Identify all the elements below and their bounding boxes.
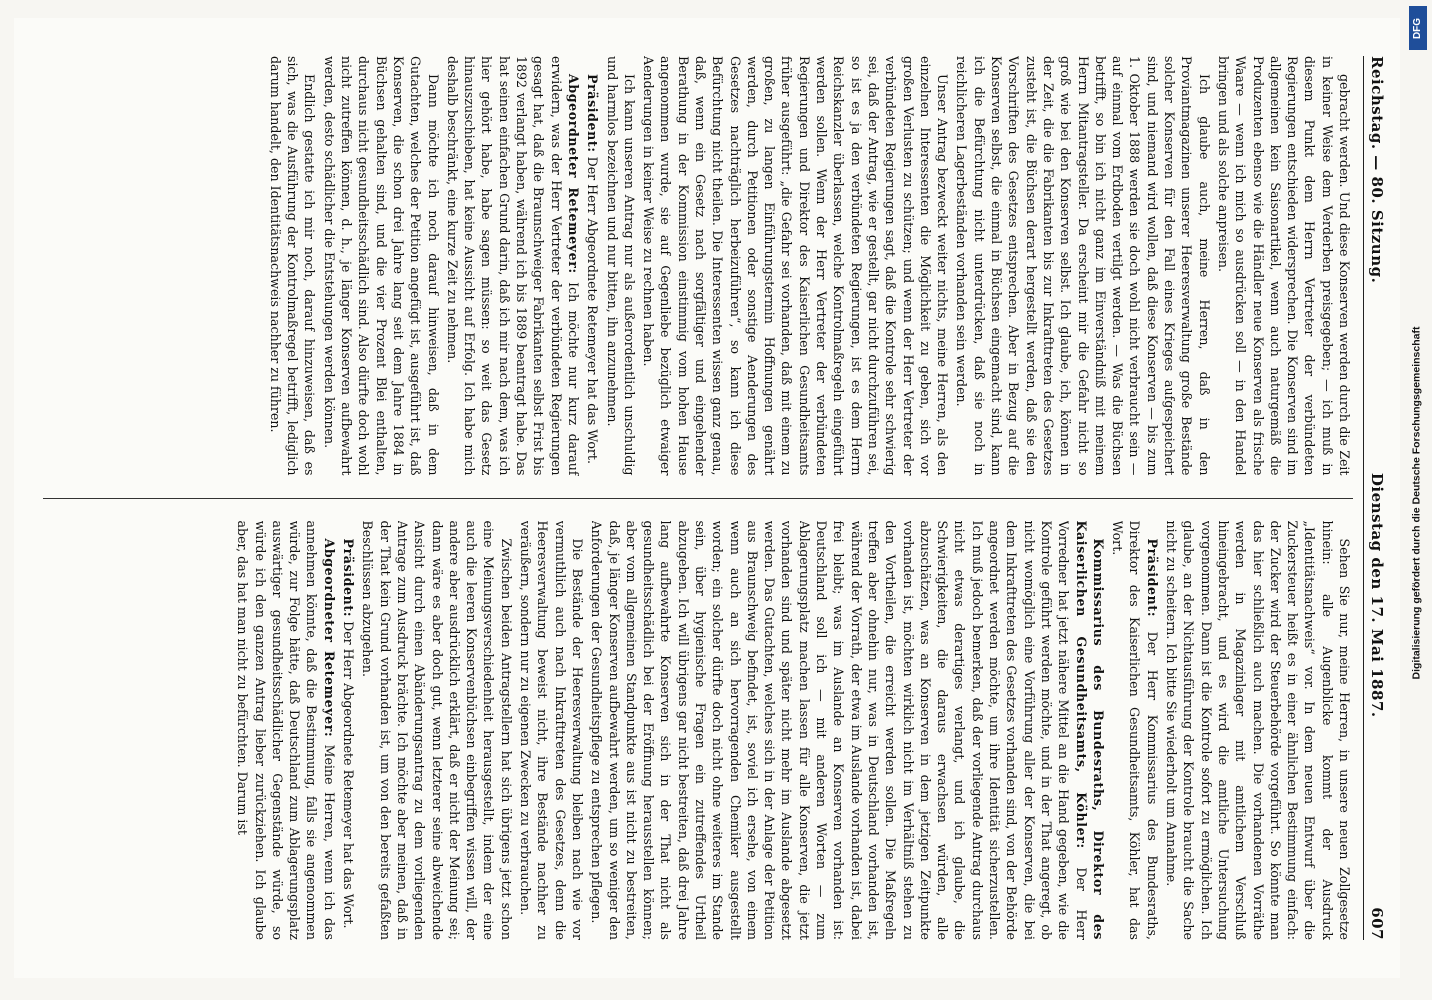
speaker-name: Kommissarius des Bundesraths, Direktor des Kaiserlichen Gesundheitsamts, Köhler:	[1073, 520, 1106, 940]
speaker-paragraph	[444, 56, 582, 476]
speaker-paragraph	[1109, 521, 1161, 941]
paragraph: Dann möchte ich noch darauf hinweisen, daß in dem Gutachten, welches der Petition angefügt ist, ausgeführt ist, daß Konserven, die schon drei Jahre lang seit dem Jahre 1884 in Büchsen gehalten sind, und die vier Prozent Blei enthalten, durchaus nicht gesundheitsschädlich sind. Also dürfte doch wohl nicht zutreffen können, d. h., je länger Konserven aufbewahrt werden, desto schädlicher die Entstehungen werden können.	[321, 56, 441, 476]
speech-text: Der Herr Kommissarius des Bundesraths, Direktor des Kaiserlichen Gesundheitsamts, Köhler, hat das Wort.	[1110, 520, 1160, 940]
speech-text: Meine Herren, wenn ich das annehmen könnte, daß die Bestimmung, falls sie angenommen würde, zur Folge hätte, daß Deutschland zum Ablagerungsplatz auswärtiger gesundheitsschädlicher Gegenstände würde, so würde ich den ganzen Antrag lieber zurückziehen. Ich glaube aber, das hat man nicht zu befürchten. Darum ist	[235, 520, 337, 940]
paragraph: Sehen Sie nur, meine Herren, in unsere neuen Zollgesetze hinein: alle Augenblicke kommt der Ausdruck „Identitätsnachweis“ vor. In dem neuen Entwurf über die Zuckersteuer heißt es in einer ähnlichen Bestimmung einfach: der Zucker wird der Steuerbehörde vorgeführt. So könnte man das hier schließlich auch machen. Die vorhandenen Vorräthe werden in Magazinlager mit amtlichem Verschluß hineingebracht, und es wird die amtliche Untersuchung vorgenommen. Dann ist die Kontrole sofort zu ermöglichen. Ich glaube, an der Nichtausführung der Kontrole braucht die Sache nicht zu scheitern. Ich bitte Sie wiederholt um Annahme.	[1164, 520, 1352, 940]
speech-text: Ich möchte nur kurz darauf erwidern, was der Herr Vertreter der verbündeten Regierungen gesagt hat, daß die Braunschweiger Fabrikanten selbst Frist bis 1892 verlangt haben, während ich bis 1889 beantragt habe. Das hat seinen einfachen Grund darin, daß ich mir nach dem, was ich hier gehört habe, habe sagen müssen: so weit das Gesetz hinauszuschieben, hat keine Aussicht auf Erfolg. Ich habe mich deshalb beschränkt, eine kurze Zeit zu nehmen.	[444, 56, 581, 476]
speaker-name: Präsident:	[341, 538, 357, 618]
right-column	[43, 521, 1353, 941]
column-divider	[43, 498, 1353, 499]
speaker-name: Abgeordneter Retemeyer:	[565, 74, 581, 274]
paragraph: gebracht werden. Und diese Konserven werden durch die Zeit in keiner Weise dem Verderben preisgegeben; — ich muß in diesem Punkt dem Herrn Vertreter der verbündeten Regierungen entschieden widersprechen. Die Konserven sind im allgemeinen kein Saisonartikel, wenn auch naturgemäß die Produzenten ebenso wie die Händler neue Konserven als frische Waare — wenn ich mich so ausdrücken soll — in den Handel bringen und als solche anpreisen.	[1215, 56, 1352, 476]
paragraph: Die Bestände der Heeresverwaltung bleiben nach wie vor vermuthlich auch nach Inkrafttreten des Gesetzes, denn die Heeresverwaltung beweist nicht, ihre Bestände nachher zu veräußern, sondern nur zu eigenen Zwecken zu verbrauchen.	[518, 520, 585, 940]
paragraph: Unser Antrag bezweckt weiter nichts, meine Herren, als den einzelnen Interessenten die Möglichkeit zu geben, sich vor großen Verlusten zu schützen; und wenn der Herr Vertreter der verbündeten Regierungen sagt, daß die Kontrole sehr schwierig sei, daß der Antrag, wie er gestellt, gar nicht durchzuführen sei, so ist es ja den verbündeten Regierungen, ist es dem Herrn Reichskanzler überlassen, welche Kontrolmaßregeln eingeführt werden sollen. Wenn der Herr Vertreter der verbündeten Regierungen und Direktor des Kaiserlichen Gesundheitsamts früher ausgeführt: „die Gefahr sei vorhanden, daß mit einem zu großen, zu langen Einführungstermin Hoffnungen genährt werden, durch Petitionen oder sonstige Aenderungen des Gesetzes nachträglich herbeizuführen“, so kann ich diese Befürchtung nicht theilen. Die Interessenten wissen ganz genau, daß, wenn ein Gesetz nach sorgfältiger und eingehender Berathung in der Kommission einstimmig vom hohen Hause angenommen wurde, sie auf Gegenliebe bezüglich etwaiger Aenderungen in keiner Weise zu rechnen haben.	[641, 56, 951, 476]
page-number: 607	[1368, 907, 1386, 940]
speaker-paragraph	[340, 521, 357, 941]
speaker-paragraph	[584, 56, 601, 476]
speaker-paragraph	[588, 521, 1107, 941]
speech-text: Der Herr Vorredner hat jetzt nähere Mittel an die Hand gegeben, wie die Kontrole geführt werden möchte, und in der That angeregt, ob nicht womöglich eine Vorführung aller der Konserven, die bei dem Inkrafttreten des Gesetzes vorhanden sind, von der Behörde angeordnet werden möchte, um ihre Identität sicherzustellen. Ich muß jedoch bemerken, daß der vorliegende Antrag durchaus nicht etwas derartiges verlangt, und ich glaube, die Schwierigkeiten, die daraus erwachsen würden, alle abzuschätzen, was an Konserven in dem jetzigen Zeitpunkte vorhanden ist, möchten wirklich nicht im Verhältniß stehen zu den Vortheilen, die erreicht werden sollen. Die Maßregeln treffen aber ohnehin nur, was in Deutschland vorhanden ist, während der Vorrath, der etwa im Auslande vorhanden ist, dabei frei bleibt; was im Auslande an Konserven vorhanden ist: Deutschland soll ich — mit anderen Worten — zum Ablagerungsplatz machen lassen für alle Konserven, die jetzt vorhanden sind und später nicht mehr im Auslande abgesetzt werden. Das Gutachten, welches sich in der Anlage der Petition aus Braunschweig befindet, ist, soviel ich ersehe, von einem wenn auch an sich hervorragenden Chemiker ausgestellt worden; ein solcher dürfte doch nicht ohne weiteres im Stande sein, über hygienische Fragen ein zutreffendes Urtheil abzugeben. Ich will übrigens gar nicht bestreiten, daß drei Jahre lang aufbewahrte Konserven sich in der That nicht als gesundheitsschädlich bei der Eröffnung herausstellen können; aber vom allgemeinen Standpunkte aus ist nicht zu bestreiten, daß, je länger Konserven aufbewahrt werden, um so weniger den Anforderungen der Gesundheitspflege zu entsprechen pflegen.	[589, 520, 1089, 940]
paragraph: Endlich gestatte ich mir noch, darauf hinzuweisen, daß es sich, was die Ausführung der Kontrolmaßregel betrifft, lediglich darum handelt, den Identitätsnachweis nachher zu führen.	[267, 56, 318, 476]
paragraph: Ich kann unseren Antrag nur als außerordentlich unschuldig und harmlos bezeichnen und nur bitten, ihn anzunehmen.	[604, 56, 637, 476]
dfg-logo: DFG	[1409, 6, 1427, 50]
paragraph: Zwischen beiden Antragstellern hat sich übrigens jetzt schon eine Meinungsverschiedenheit herausgestellt, indem der eine auch die leeren Konservenbüchsen einbegriffen wissen will, der andere aber ausdrücklich erklärt, daß er nicht der Meinung sei; dann wäre es aber doch gut, wenn letzterer seine abweichende Ansicht durch einen Abänderungsantrag zu dem vorliegenden Antrage zum Ausdruck brächte. Ich möchte aber meinen, daß in der That kein Grund vorhanden ist, um von den bereits gefaßten Beschlüssen abzugehen.	[360, 520, 514, 940]
header-session: Reichstag. — 80. Sitzung.	[1368, 56, 1386, 284]
paragraph: Ich glaube auch, meine Herren, daß in den Proviantmagazinen unserer Heeresverwaltung große Bestände solcher Konserven für den Fall eines Krieges aufgespeichert sind, und niemand wird wollen, daß diese Konserven — bis zum 1. Oktober 1888 werden sie doch wohl nicht verbraucht sein — auf einmal vom Erdboden vertilgt werden. — Was die Büchsen betrifft, so bin ich nicht ganz im Einverständniß mit meinem Herrn Mitantragsteller. Da erscheint mir die Gefahr nicht so groß wie bei den Konserven selbst. Ich glaube, ich, können in der Zeit, die die Fabrikanten bis zur Inkrafttreten des Gesetzes zusteht ist, die Büchsen derart hergestellt werden, daß sie den Vorschriften des Gesetzes entsprechen. Aber in Bezug auf die Konserven selbst, die einmal in Büchsen eingemacht sind, kann ich die Befürchtung nicht unterdrücken, daß sie noch in reichlicheren Lagerbeständen vorhanden sein werden.	[954, 56, 1212, 476]
left-column	[43, 56, 1353, 476]
page-header	[1363, 56, 1386, 940]
speaker-name: Präsident:	[585, 74, 601, 153]
newspaper-page	[14, 18, 1400, 978]
speaker-name: Präsident:	[1144, 538, 1160, 618]
speech-text: Der Herr Abgeordnete Retemeyer hat das Wort.	[341, 621, 357, 929]
speaker-name: Abgeordneter Retemeyer:	[321, 538, 337, 738]
header-date: Dienstag den 17. Mai 1887.	[1368, 472, 1386, 718]
speech-text: Der Herr Abgeordnete Retemeyer hat das Wort.	[585, 156, 601, 464]
speaker-paragraph	[234, 521, 338, 941]
digitization-note: Digitalisierung gefördert durch die Deutsche Forschungsgemeinschaft	[1410, 326, 1423, 680]
